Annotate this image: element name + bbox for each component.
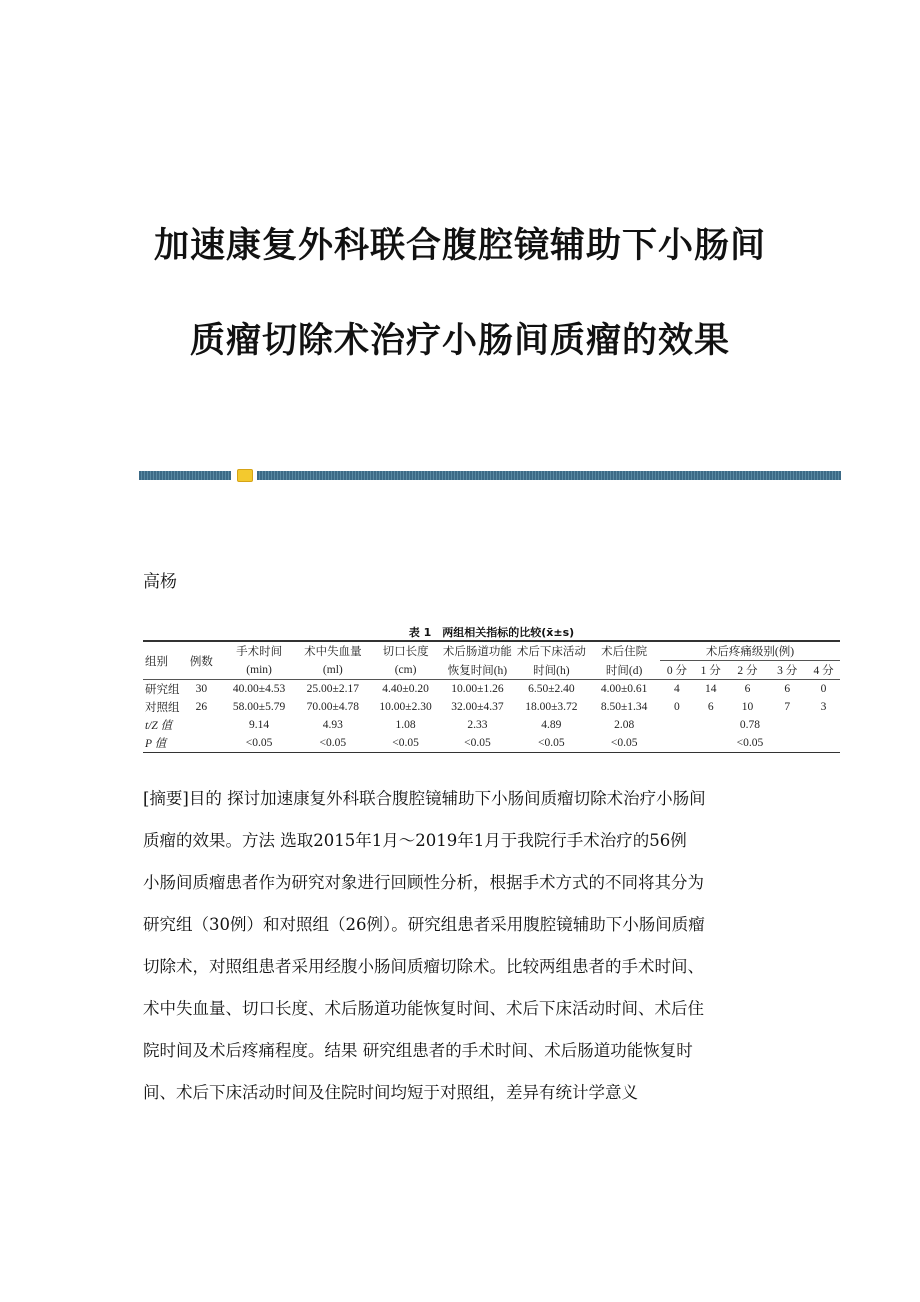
table-cell: 6 xyxy=(744,683,751,695)
stat-cell: 9.14 xyxy=(249,719,270,731)
table-cell: 58.00±5.79 xyxy=(232,701,286,713)
divider-left xyxy=(139,471,231,480)
header-blood_loss: 术中失血量 xyxy=(304,646,362,659)
header-pain: 术后疼痛级别(例) xyxy=(660,641,840,661)
table-cell: 0 xyxy=(674,701,680,713)
table-cell: 6 xyxy=(784,683,791,695)
stat-cell: <0.05 xyxy=(464,737,491,749)
header-ambulation-unit: 时间(h) xyxy=(514,661,588,680)
author-name: 高杨 xyxy=(143,572,177,592)
header-pain-level: 2 分 xyxy=(728,661,768,680)
stat-cell: <0.05 xyxy=(610,737,638,749)
stat-cell: <0.05 xyxy=(245,737,273,749)
table-cell: 4.00±0.61 xyxy=(600,683,648,695)
table-cell: 10.00±2.30 xyxy=(379,701,432,713)
stat-cell: <0.05 xyxy=(392,737,419,749)
table-cell: 70.00±4.78 xyxy=(306,701,359,713)
header-incision: 切口长度 xyxy=(382,646,429,659)
table-header-row xyxy=(143,641,840,661)
table-row xyxy=(143,698,840,716)
table-cell: 10 xyxy=(741,701,754,713)
abstract-line: 间、术后下床活动时间及住院时间均短于对照组，差异有统计学意义 xyxy=(143,1083,638,1102)
header-pain-level: 1 分 xyxy=(694,661,728,680)
header-op_time-unit: (min) xyxy=(223,661,295,680)
table-cell: 4.40±0.20 xyxy=(382,683,429,695)
header-pain-level: 4 分 xyxy=(807,661,840,680)
stat-cell: 2.08 xyxy=(614,719,635,731)
table-cell: 18.00±3.72 xyxy=(525,701,578,713)
header-bowel: 术后肠道功能 xyxy=(442,646,512,659)
table-cell: 8.50±1.34 xyxy=(600,701,648,713)
stat-cell: <0.05 xyxy=(538,737,565,749)
abstract-line: 研究组（30例）和对照组（26例）。研究组患者采用腹腔镜辅助下小肠间质瘤 xyxy=(143,915,705,934)
abstract-line: 质瘤的效果。方法 选取2015年1月～2019年1月于我院行手术治疗的56例 xyxy=(143,831,687,850)
header-incision-unit: (cm) xyxy=(371,661,441,680)
header-blood_loss-unit: (ml) xyxy=(295,661,371,680)
stat-cell: 4.93 xyxy=(322,719,343,731)
abstract xyxy=(143,778,706,1114)
table-cell: 4 xyxy=(674,683,680,695)
header-pain-level: 3 分 xyxy=(767,661,807,680)
stat-cell: 4.89 xyxy=(541,719,562,731)
document-title-line-2: 质瘤切除术治疗小肠间质瘤的效果 xyxy=(189,320,730,361)
table-row xyxy=(143,680,840,699)
header-op_time: 手术时间 xyxy=(236,646,283,659)
table-cell: 7 xyxy=(784,701,791,713)
divider-ornament-icon xyxy=(237,469,253,482)
abstract-line: 小肠间质瘤患者作为研究对象进行回顾性分析，根据手术方式的不同将其分为 xyxy=(143,873,704,892)
stat-row xyxy=(143,716,840,734)
header-bowel-unit: 恢复时间(h) xyxy=(440,661,514,680)
table-cell: 研究组 xyxy=(145,684,180,696)
comparison-table xyxy=(143,640,840,753)
table-cell: 3 xyxy=(820,701,827,713)
abstract-line: 术中失血量、切口长度、术后肠道功能恢复时间、术后下床活动时间、术后住 xyxy=(143,999,704,1018)
header-pain-level: 0 分 xyxy=(660,661,694,680)
header-count: 例数 xyxy=(180,641,224,680)
header-ambulation: 术后下床活动 xyxy=(516,646,586,659)
document-title-line-1: 加速康复外科联合腹腔镜辅助下小肠间 xyxy=(153,225,766,266)
stat-row xyxy=(143,734,840,753)
table-cell: 6.50±2.40 xyxy=(528,683,575,695)
table-cell: 10.00±1.26 xyxy=(451,683,504,695)
abstract-line: 院时间及术后疼痛程度。结果 研究组患者的手术时间、术后肠道功能恢复时 xyxy=(143,1041,693,1060)
stat-label: P 值 xyxy=(145,738,167,750)
table-cell: 40.00±4.53 xyxy=(232,683,286,695)
table-cell: 6 xyxy=(707,701,714,713)
stat-cell: 2.33 xyxy=(467,719,488,731)
table-cell: 30 xyxy=(195,683,208,695)
table-cell: 14 xyxy=(704,683,717,695)
divider-right xyxy=(257,471,841,480)
table-cell: 26 xyxy=(195,701,208,713)
table-cell: 对照组 xyxy=(145,702,180,714)
table-cell: 0 xyxy=(820,683,827,695)
stat-cell: <0.05 xyxy=(319,737,347,749)
stat-cell-pain: <0.05 xyxy=(736,737,764,749)
abstract-line: 切除术，对照组患者采用经腹小肠间质瘤切除术。比较两组患者的手术时间、 xyxy=(143,957,704,976)
stat-label: t/Z 值 xyxy=(145,720,173,732)
abstract-line: [摘要]目的 探讨加速康复外科联合腹腔镜辅助下小肠间质瘤切除术治疗小肠间 xyxy=(143,789,706,808)
table-cell: 32.00±4.37 xyxy=(451,701,504,713)
header-stay: 术后住院 xyxy=(601,646,648,659)
header-stay-unit: 时间(d) xyxy=(588,661,660,680)
table-cell: 25.00±2.17 xyxy=(306,683,359,695)
table-caption: 表 1 两组相关指标的比较(x̄±s) xyxy=(408,626,575,639)
stat-cell-pain: 0.78 xyxy=(739,719,761,731)
table-subheader-row xyxy=(143,661,840,680)
stat-cell: 1.08 xyxy=(395,719,416,731)
header-group: 组别 xyxy=(143,641,180,680)
